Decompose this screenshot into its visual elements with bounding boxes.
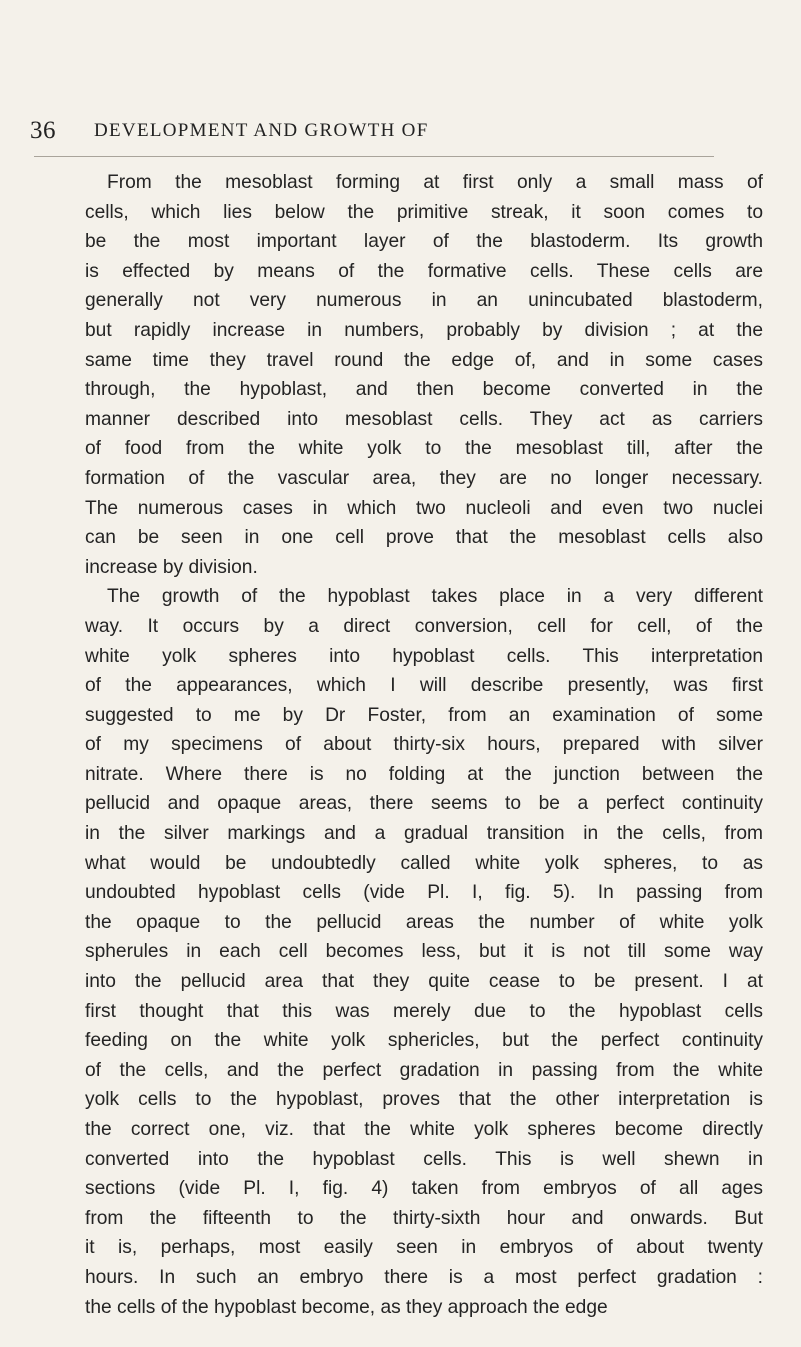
text-line: but rapidly increase in numbers, probably by division ; at the	[85, 319, 763, 341]
text-line: of food from the white yolk to the mesoblast till, after the	[85, 438, 763, 460]
text-line: through, the hypoblast, and then become converted in the	[85, 379, 763, 401]
text-line: way. It occurs by a direct conversion, cell for cell, of the	[85, 615, 763, 637]
text-line: feeding on the white yolk sphericles, but the perfect continuity	[85, 1030, 763, 1052]
page-number: 36	[30, 117, 56, 144]
header-rule	[34, 156, 714, 157]
text-line: undoubted hypoblast cells (vide Pl. I, fig. 5). In passing from	[85, 882, 763, 904]
text-line: white yolk spheres into hypoblast cells. This interpretation	[85, 645, 763, 667]
text-line: manner described into mesoblast cells. They act as carriers	[85, 408, 763, 430]
text-line: in the silver markings and a gradual transition in the cells, from	[85, 823, 763, 845]
body-text	[85, 168, 763, 1322]
page-header	[30, 116, 770, 148]
text-line: the opaque to the pellucid areas the number of white yolk	[85, 911, 763, 933]
text-line: hours. In such an embryo there is a most perfect gradation :	[85, 1266, 763, 1288]
text-line: converted into the hypoblast cells. This is well shewn in	[85, 1148, 763, 1170]
text-line: what would be undoubtedly called white yolk spheres, to as	[85, 852, 763, 874]
text-line: of my specimens of about thirty-six hours, prepared with silver	[85, 734, 763, 756]
text-line: generally not very numerous in an unincubated blastoderm,	[85, 290, 763, 312]
text-line: first thought that this was merely due to the hypoblast cells	[85, 1000, 763, 1022]
text-line: yolk cells to the hypoblast, proves that the other interpretation is	[85, 1089, 763, 1111]
text-line: suggested to me by Dr Foster, from an examination of some	[85, 704, 763, 726]
text-line: the cells of the hypoblast become, as they approach the edge	[85, 1296, 608, 1318]
running-head: DEVELOPMENT AND GROWTH OF	[94, 120, 429, 141]
text-line: from the fifteenth to the thirty-sixth hour and onwards. But	[85, 1207, 763, 1229]
text-line: can be seen in one cell prove that the mesoblast cells also	[85, 527, 763, 549]
text-line: into the pellucid area that they quite cease to be present. I at	[85, 971, 763, 993]
text-line: nitrate. Where there is no folding at the junction between the	[85, 763, 763, 785]
text-line: increase by division.	[85, 556, 258, 578]
text-line: the correct one, viz. that the white yolk spheres become directly	[85, 1119, 763, 1140]
text-line: pellucid and opaque areas, there seems to be a perfect continuity	[85, 793, 763, 815]
text-line: spherules in each cell becomes less, but it is not till some way	[85, 941, 763, 963]
text-line: The numerous cases in which two nucleoli and even two nuclei	[85, 497, 763, 519]
text-line: formation of the vascular area, they are no longer necessary.	[85, 467, 763, 489]
text-line: is effected by means of the formative cells. These cells are	[85, 260, 763, 282]
text-line: cells, which lies below the primitive streak, it soon comes to	[85, 201, 763, 223]
text-line: of the appearances, which I will describe presently, was first	[85, 675, 763, 697]
text-line: same time they travel round the edge of, and in some cases	[85, 349, 763, 371]
text-line: of the cells, and the perfect gradation in passing from the white	[85, 1059, 763, 1081]
text-line: it is, perhaps, most easily seen in embryos of about twenty	[85, 1237, 763, 1259]
text-line: be the most important layer of the blastoderm. Its growth	[85, 231, 763, 253]
text-line: The growth of the hypoblast takes place in a very different	[107, 586, 763, 608]
text-line: sections (vide Pl. I, fig. 4) taken from embryos of all ages	[85, 1178, 763, 1200]
text-line: From the mesoblast forming at first only a small mass of	[107, 172, 763, 193]
